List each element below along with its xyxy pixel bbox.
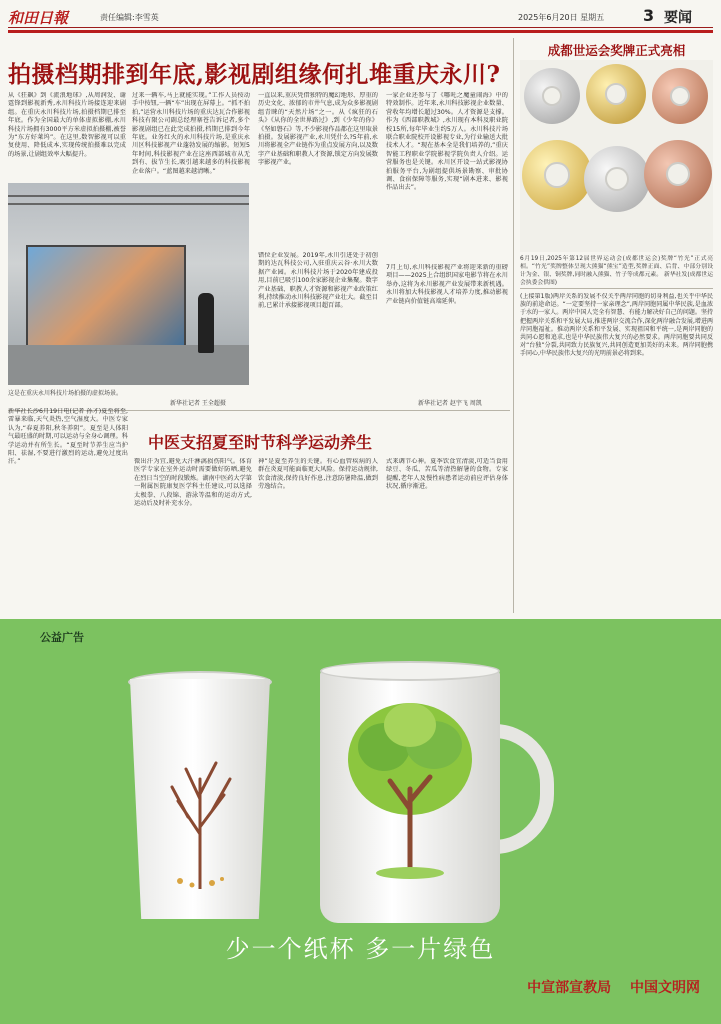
green-tree-icon (340, 689, 480, 889)
bronze-medal (652, 68, 708, 124)
page-number: 3 (643, 6, 655, 25)
silver-medal (524, 68, 580, 124)
article-column: 过来一辆车,马上就能实现。”工作人员按动手中按钮,一辆“车”出现在屏幕上。“抓不拍拍,”运营永川科技片场的重庆达瓦合作影视科技有限公司副总经理寨苍告诉记者,多个影视剧组已在此完成拍摄,档期已排到今年年底。业务红火的永川科技片场,是重庆永川区科技影视产业蓬勃发展的缩影。短短5年时间,科技影视产业在这座西部城市从无到有、拔节生长,吸引越来越多的科技影视企业落户。“蓝图越来越清晰。” (132, 92, 250, 175)
gold-medal (586, 64, 646, 124)
ad-label: 公益广告 (40, 631, 84, 644)
gold-medal-large (522, 140, 592, 210)
article-byline: 新华社记者 赵宇飞 周凯 (418, 400, 482, 407)
medals-caption (520, 255, 713, 287)
article-column: 一直以来,重庆凭借独特的魔幻地形、厚重的历史文化、浓郁的市井气息,成为众多影视剧组青睐的“天然片场”之一。从《疯狂的石头》《从你的全世界路过》,到《少年的你》《坚如磐石》等,不少影视作品都在这里取景拍摄。发展影视产业,永川凭什么?5年前,永川将影视全产业链作为重点发展方向,以及数字产业基础和职教人才资源,锁定方向发展数字影视产业。 (258, 92, 378, 167)
editor-line: 责任编辑:李雪英 (100, 13, 159, 22)
newspaper-logo: 和田日報 (8, 9, 69, 27)
column-divider (513, 38, 514, 613)
medals-divider (520, 288, 713, 289)
article-photo (8, 183, 249, 385)
ad-slogan: 少一个纸杯 多一片绿色 (225, 935, 496, 963)
public-service-ad (0, 619, 721, 1024)
article2-column: 新华社长沙6月19日电(记者 孙才)夏至将至,雷暴来临,天气炎热,空气湿度大。中医专家认为,“春夏养阳,秋冬养阴”。夏至是人体阳气最旺盛的时期,可以运动与全身心调理。科学运动并有所生长。“夏至时节养生应当护阳、祛湿,不要进行激烈的运动,避免过度出汗。” (8, 408, 128, 466)
bronze-medal-large (644, 140, 712, 208)
article2-headline: 中医支招夏至时节科学运动养生 (147, 433, 372, 452)
masthead (8, 6, 713, 28)
article-column: 从《狂飙》到《流浪地球》,从周润发、谢霆锋到影视新秀,永川科技片场接连迎来剧组。在重庆永川科技片场,拍摄档期已排至年底。作为全国最大的单体虚拟影棚,永川科技片场拥有3000平方米虚拟拍摄棚,被誉为“东方好莱坞”。在这里,数智影视可以重复使用、降低成本,实现传统拍摄难以完成的场景,让剧组效率大幅提升。 (8, 92, 126, 158)
article2-column: 式来调节心神。夏季饮食宜清淡,可适当食用绿豆、冬瓜、苦瓜等清热解暑的食物。专家提醒,老年人及慢性病患者运动前应评估身体状况,循序渐进。 (386, 458, 508, 491)
sponsor-2: 中国文明网 (630, 980, 700, 996)
right-column-text: (上接第1版)两岸关系的发展不仅关乎两岸同胞的切身利益,也关乎中华民族的前途命运。“一定要坚持一家亲理念”,两岸同胞同属中华民族,是血浓于水的一家人。两岸中国人完全有智慧、有能力解决好自己的问题。坚持把握两岸关系和平发展大局,推进两岸交流合作,深化两岸融合发展,增进两岸同胞福祉。推动两岸关系和平发展、实现祖国和平统一,是两岸同胞的共同心愿和追求,也是中华民族伟大复兴的必然要求。两岸同胞要共同反对“台独”分裂,共同致力民族复兴,共同创造更加美好的未来。两岸同胞携手同心,中华民族伟大复兴的光明前景必将到来。 (520, 293, 713, 358)
section-title: 要闻 (664, 10, 692, 26)
silver-medal-large (584, 146, 650, 212)
ceramic-mug-rim (320, 661, 500, 681)
medals-credit: 新华社发(成都世运会执委会供图) (520, 272, 714, 286)
medals-photo (520, 60, 713, 252)
medals-title: 成都世运会奖牌正式亮相 (547, 43, 686, 58)
article2-column: 微出汗为宜,避免大汗淋漓损伤阳气。体育医学专家在室外运动时需要做好防晒,避免在烈日当空的时段锻炼。湖南中医药大学第一附属医院康复医学科主任建议,可以选择太极拳、八段锦、游泳等温和的运动方式,运动后及时补充水分。 (134, 458, 252, 508)
article2-column: 神”是夏至养生的关键。有心血管疾病的人群在炎夏可能面临更大风险。保持运动规律,饮食清淡,保持良好作息,注意防暑降温,做到劳逸结合。 (258, 458, 378, 491)
photo-credit: 新华社记者 王全超摄 (170, 400, 226, 407)
mug-handle (492, 724, 554, 854)
article-column: 7月上旬,永川科技影视产业将迎来新的重磅项目——2025上合组织国家电影节将在永川举办,这将为永川影视产业发展带来新机遇。永川将加大科技影视人才培养力度,推动影视产业链向价值链高端延伸。 (386, 264, 508, 305)
sponsor-1: 中宣部宣教局 (527, 980, 612, 996)
article-column: 一家企业还参与了《哪吒之魔童闹海》中的特效制作。近年来,永川科技影视企业数量、营收年均增长超过30%。人才资源是支撑。作为《西部职教城》,永川现有本科及职业院校15所,每年毕业生约5万人。永川科技片场联合职业院校开设影视专业,为行业输送大批技术人才。“现在基本全是我们培养的,”重庆智能工程职业学院影视学院负责人介绍。运营服务也是关键。永川区开设一站式影视协拍服务平台,为剧组提供场景勘察、审批协调、食宿保障等服务,实现“剧本进来、影视作品出去”。 (386, 92, 508, 192)
ad-sponsors (460, 977, 700, 997)
masthead-rule (8, 30, 713, 33)
article-column: 错位企业发展。2019年,永川引进处于初创期的达瓦科技公司,入驻重庆云谷·永川大数据产业园。永川科技片场于2020年建成投用,目前已吸引100余家影视企业集聚。数字产业基础、职教人才资源和影视产业政策红利,持续推动永川科技影视产业壮大。截至目前,已累计承接影视项目超百部。 (258, 252, 378, 310)
issue-date: 2025年6月20日 星期五 (518, 13, 605, 22)
medals-caption-text: 6月19日,2025年第12届世界运动会(成都世运会)奖牌“竹光”正式亮相。“竹光”奖牌整体呈现大熊猫“熊宝”造型,奖牌正面、后背、中部分别设计为金、银、铜奖牌,同时融入熊猫、竹子等成都元素。 (520, 256, 713, 278)
photo-caption: 这是在重庆永川科技片场拍摄的虚拟场景。 (8, 390, 123, 397)
article-headline: 拍摄档期排到年底,影视剧组缘何扎堆重庆永川? (8, 61, 501, 88)
bare-tree-icon (150, 739, 250, 889)
